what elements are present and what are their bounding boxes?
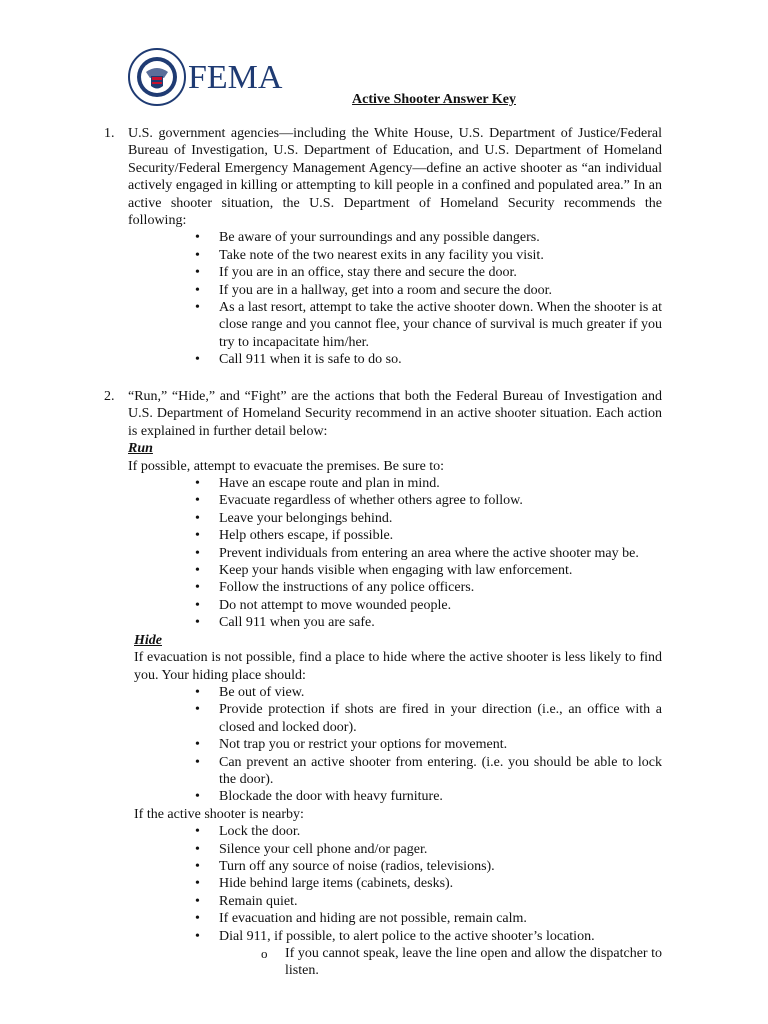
sub-list-item: o If you cannot speak, leave the line open and allow the dispatcher to listen. — [261, 945, 662, 980]
list-item: • Call 911 when it is safe to do so. — [195, 351, 662, 368]
recommendation-list — [195, 229, 662, 368]
list-item: • Be out of view. — [195, 684, 662, 701]
nearby-intro: If the active shooter is nearby: — [134, 806, 304, 822]
list-item: • Not trap you or restrict your options for movement. — [195, 736, 662, 753]
page-title: Active Shooter Answer Key — [352, 92, 516, 107]
list-item: • Remain quiet. — [195, 893, 662, 910]
list-item: • Take note of the two nearest exits in any facility you visit. — [195, 247, 662, 264]
list-item: • Follow the instructions of any police officers. — [195, 579, 662, 596]
list-item: • Help others escape, if possible. — [195, 527, 662, 544]
item-text: U.S. government agencies—including the White House, U.S. Department of Justice/Federal Bureau of Investigation, U.S. Department of Education, and U.S. Department of Homeland Security/Federal Emergency Management Agency—define an active shooter as “an individual actively engaged in killing or attempting to kill people in a confined and populated area.” In an active shooter situation, the U.S. Department of Homeland Security recommends the following: — [128, 126, 662, 229]
list-item: • Evacuate regardless of whether others agree to follow. — [195, 492, 662, 509]
nearby-list — [195, 823, 662, 945]
list-item: • Be aware of your surroundings and any possible dangers. — [195, 229, 662, 246]
list-item: • Have an escape route and plan in mind. — [195, 475, 662, 492]
list-item: • Do not attempt to move wounded people. — [195, 597, 662, 614]
list-item: • If you are in an office, stay there and secure the door. — [195, 264, 662, 281]
list-item: • Blockade the door with heavy furniture. — [195, 788, 662, 805]
list-item: • As a last resort, attempt to take the active shooter down. When the shooter is at close range and you cannot flee, your chance of survival is much greater if you try to incapacitate him/her. — [195, 299, 662, 351]
list-item: • If you are in a hallway, get into a room and secure the door. — [195, 282, 662, 299]
svg-text:FEMA: FEMA — [188, 59, 283, 96]
hide-list — [195, 684, 662, 806]
list-item: • Hide behind large items (cabinets, desks). — [195, 875, 662, 892]
list-item: • Dial 911, if possible, to alert police to the active shooter’s location. — [195, 928, 662, 945]
sub-list — [261, 945, 662, 980]
list-item: • Prevent individuals from entering an area where the active shooter may be. — [195, 545, 662, 562]
item-number: 1. — [104, 126, 115, 141]
hide-heading: Hide — [134, 632, 162, 648]
item-number: 2. — [104, 389, 115, 404]
list-item: • Lock the door. — [195, 823, 662, 840]
run-heading: Run — [128, 441, 153, 457]
list-item: • If evacuation and hiding are not possible, remain calm. — [195, 910, 662, 927]
run-list — [195, 475, 662, 632]
list-item: • Provide protection if shots are fired in your direction (i.e., an office with a closed and locked door). — [195, 701, 662, 736]
list-item: • Call 911 when you are safe. — [195, 614, 662, 631]
answer-item-2 — [104, 388, 662, 980]
list-item: • Turn off any source of noise (radios, televisions). — [195, 858, 662, 875]
list-item: • Leave your belongings behind. — [195, 510, 662, 527]
list-item: • Keep your hands visible when engaging with law enforcement. — [195, 562, 662, 579]
list-item: • Can prevent an active shooter from entering. (i.e. you should be able to lock the door). — [195, 754, 662, 789]
item-text: “Run,” “Hide,” and “Fight” are the actions that both the Federal Bureau of Investigation and U.S. Department of Homeland Security recommend in an active shooter situation. Each action is explained in further detail below: — [128, 389, 662, 439]
answer-item-1 — [104, 125, 662, 369]
hide-intro: If evacuation is not possible, find a place to hide where the active shooter is less likely to find you. Your hiding place should: — [134, 650, 662, 683]
run-intro: If possible, attempt to evacuate the premises. Be sure to: — [128, 458, 445, 474]
list-item: • Silence your cell phone and/or pager. — [195, 841, 662, 858]
